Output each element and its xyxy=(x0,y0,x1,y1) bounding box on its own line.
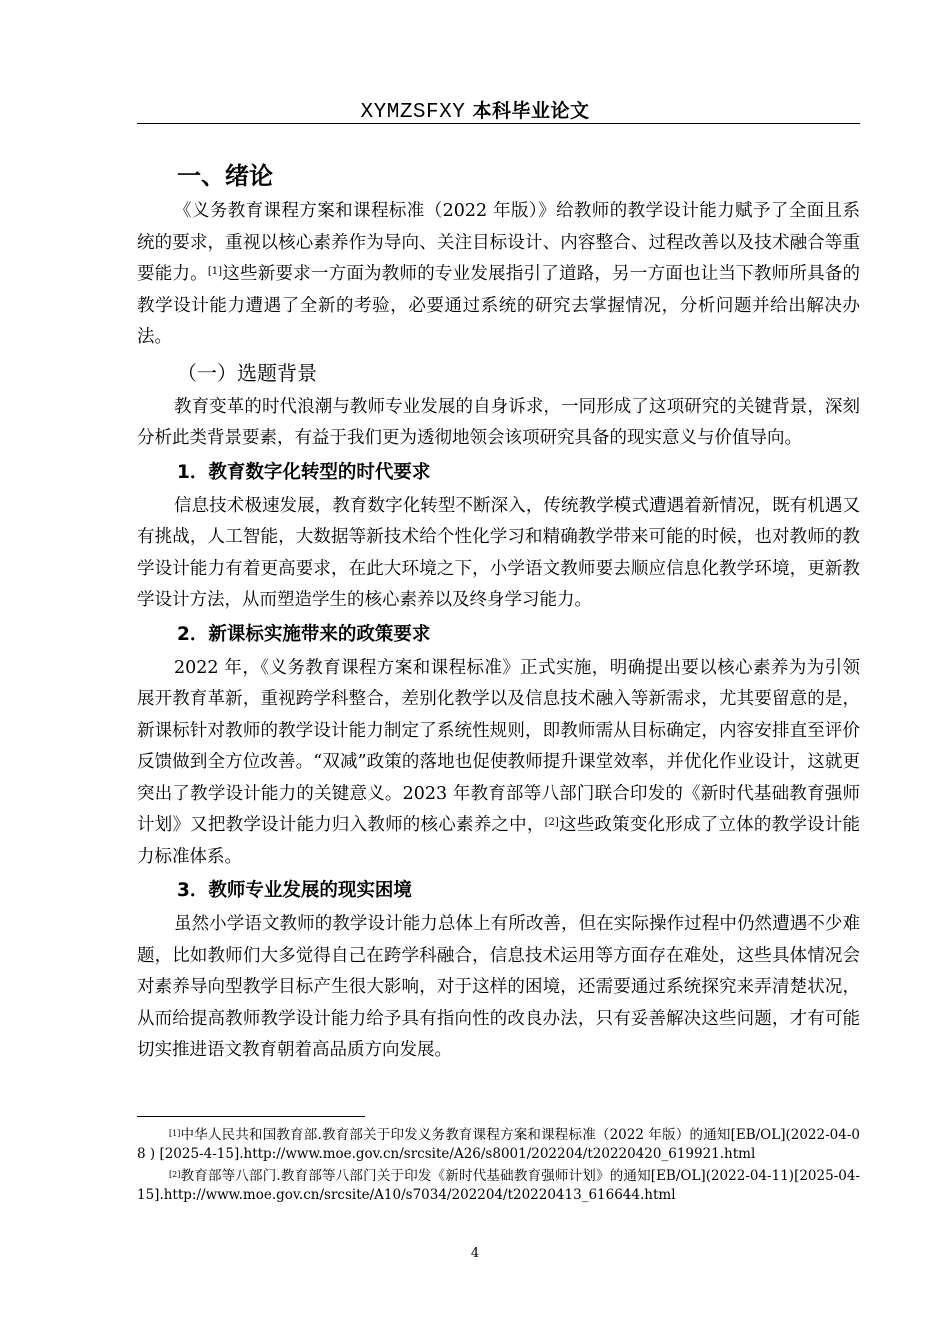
header-rule xyxy=(137,123,860,124)
background-intro-paragraph: 教育变革的时代浪潮与教师专业发展的自身诉求，一同形成了这项研究的关键背景，深刻分析此类背景要素，有益于我们更为透彻地领会该项研究具备的现实意义与价值导向。 xyxy=(137,396,860,448)
body-content xyxy=(137,156,860,1067)
footnote-separator xyxy=(137,1116,365,1117)
footnote-ref-1[interactable]: [1] xyxy=(207,266,223,277)
footnote-1: [1]中华人民共和国教育部.教育部关于印发义务教育课程方案和课程标准（2022 年版）的通知[EB/OL](2022-04-08 ) [2025-4-15].http://www.moe.gov.cn/srcsite/A26/s8001/202204/t20220420_619921.html xyxy=(137,1127,860,1162)
item-paragraph-2: 2022 年，《义务教育课程方案和课程标准》正式实施，明确提出要以核心素养为为引领展开教育革新，重视跨学科整合，差别化教学以及信息技术融入等新需求，尤其要留意的是，新课标针对教师的教学设计能力制定了系统性规则，即教师需从目标确定，内容安排直至评价反馈做到全方位改善。“双减”政策的落地也促使教师提升课堂效率，并优化作业设计，这就更突出了教学设计能力的关键意义。2023 年教育部等八部门联合印发的《新时代基础教育强师计划》又把教学设计能力归入教师的核心素养之中，[2]这些政策变化形成了立体的教学设计能力标准体系。 xyxy=(137,657,861,867)
item-heading-1: 1．教育数字化转型的时代要求 xyxy=(177,461,431,483)
page-number: 4 xyxy=(470,1246,480,1261)
item-paragraph-3: 虽然小学语文教师的教学设计能力总体上有所改善，但在实际操作过程中仍然遭遇不少难题，比如教师们大多觉得自己在跨学科融合，信息技术运用等方面存在难处，这些具体情况会对素养导向型教学目标产生很大影响，对于这样的困境，还需要通过系统探究来弄清楚状况，从而给提高教师教学设计能力给予具有指向性的改良办法，只有妥善解决这些问题，才有可能切实推进语文教育朝着高品质方向发展。 xyxy=(137,914,860,1060)
chapter-heading: 一、绪论 xyxy=(177,162,273,190)
footnote-ref-2[interactable]: [2] xyxy=(544,817,559,828)
item-heading-3: 3．教师专业发展的现实困境 xyxy=(177,880,412,901)
header-latin: XYMZSFXY xyxy=(360,101,466,124)
section-heading-background: （一）选题背景 xyxy=(177,360,317,385)
intro-paragraph: 《义务教育课程方案和课程标准（2022 年版）》给教师的教学设计能力赋予了全面且系统的要求，重视以核心素养作为导向、关注目标设计、内容整合、过程改善以及技术融合等重要能力。[1]这些新要求一方面为教师的专业发展指引了道路，另一方面也让当下教师所具备的教学设计能力遭遇了全新的考验，必要通过系统的研究去掌握情况，分析问题并给出解决办法。 xyxy=(137,201,861,347)
footnote-2: [2]教育部等八部门.教育部等八部门关于印发《新时代基础教育强师计划》的通知[EB/OL](2022-04-11)[2025-04-15].http://www.moe.gov.cn/srcsite/A10/s7034/202204/t20220413_616644.html xyxy=(137,1168,860,1203)
item-paragraph-1: 信息技术极速发展，教育数字化转型不断深入，传统教学模式遭遇着新情况，既有机遇又有挑战，人工智能，大数据等新技术给个性化学习和精确教学带来可能的时候，也对教师的教学设计能力有着更高要求，在此大环境之下，小学语文教师要去顺应信息化教学环境，更新教学设计方法，从而塑造学生的核心素养以及终身学习能力。 xyxy=(137,495,860,610)
running-header xyxy=(0,96,950,124)
footnotes xyxy=(137,1126,860,1208)
header-cjk: 本科毕业论文 xyxy=(465,100,590,122)
item-heading-2: 2．新课标实施带来的政策要求 xyxy=(177,623,431,645)
